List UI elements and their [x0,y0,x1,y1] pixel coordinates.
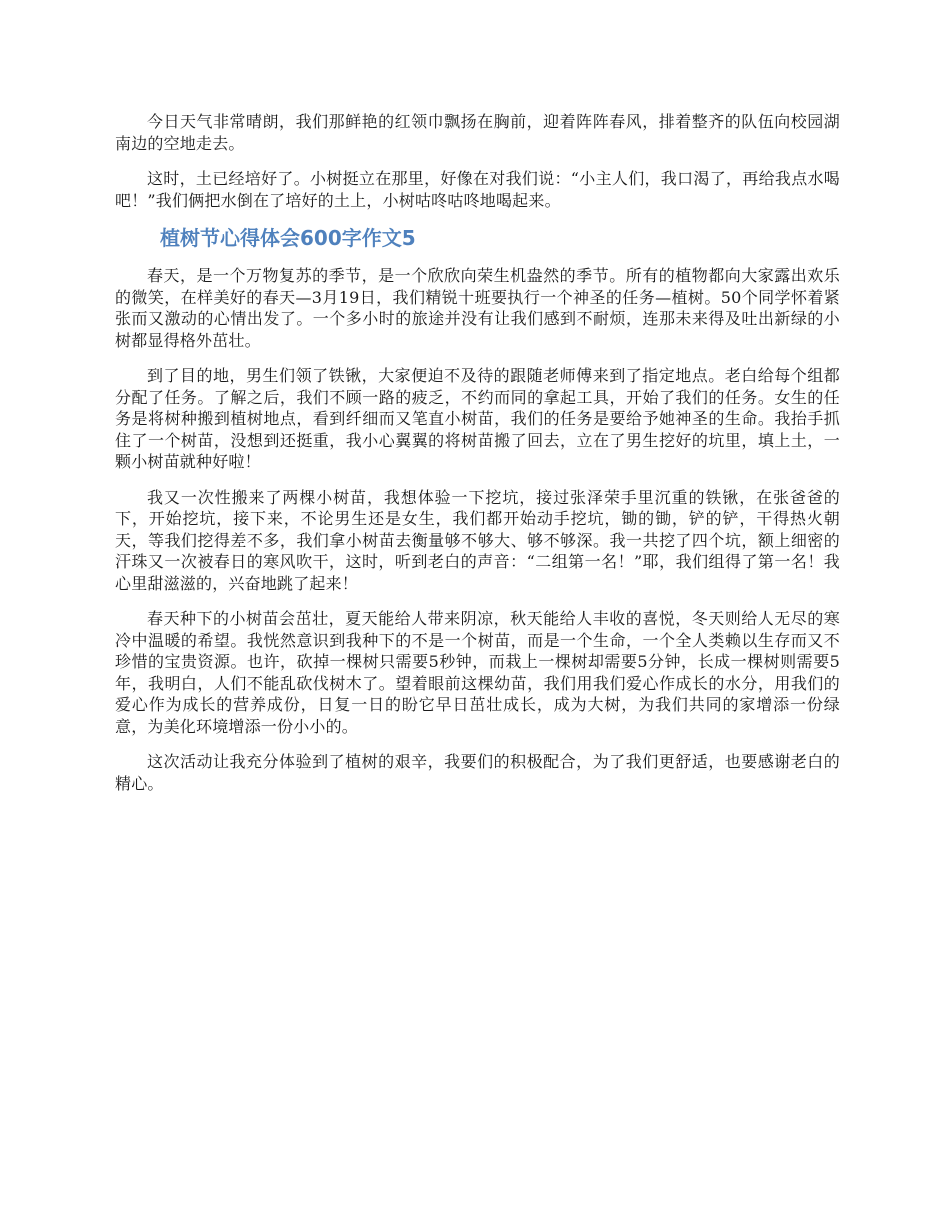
section-paragraph-1: 春天，是一个万物复苏的季节，是一个欣欣向荣生机盎然的季节。所有的植物都向大家露出欢乐的微笑，在样美好的春天—3月19日，我们精锐十班要执行一个神圣的任务—植树。50个同学怀着紧张而又激动的心情出发了。一个多小时的旅途并没有让我们感到不耐烦，连那未来得及吐出新绿的小树都显得格外茁壮。 [115,266,840,350]
section-paragraph-4: 春天种下的小树苗会茁壮，夏天能给人带来阴凉，秋天能给人丰收的喜悦，冬天则给人无尽的寒冷中温暖的希望。我恍然意识到我种下的不是一个树苗，而是一个生命，一个全人类赖以生存而又不珍惜的宝贵资源。也许，砍掉一棵树只需要5秒钟，而栽上一棵树却需要5分钟，长成一棵树则需要5年，我明白，人们不能乱砍伐树木了。望着眼前这棵幼苗，我们用我们爱心作成长的水分，用我们的爱心作为成长的营养成份，日复一日的盼它早日茁壮成长，成为大树，为我们共同的家增添一份绿意，为美化环境增添一份小小的。 [115,609,840,736]
intro-paragraph-1: 今日天气非常晴朗，我们那鲜艳的红领巾飘扬在胸前，迎着阵阵春风，排着整齐的队伍向校园湖南边的空地走去。 [115,112,840,153]
document-body [115,111,840,808]
section-paragraph-2: 到了目的地，男生们领了铁锹，大家便迫不及待的跟随老师傅来到了指定地点。老白给每个组都分配了任务。了解之后，我们不顾一路的疲乏，不约而同的拿起工具，开始了我们的任务。女生的任务是将树种搬到植树地点，看到纤细而又笔直小树苗，我们的任务是要给予她神圣的生命。我抬手抓住了一个树苗，没想到还挺重，我小心翼翼的将树苗搬了回去，立在了男生挖好的坑里，填上土，一颗小树苗就种好啦！ [115,366,840,471]
intro-paragraph-2: 这时，土已经培好了。小树挺立在那里，好像在对我们说：“小主人们，我口渴了，再给我点水喝吧！”我们俩把水倒在了培好的土上，小树咕咚咕咚地喝起来。 [115,169,840,210]
section-title: 植树节心得体会600字作文5 [160,226,416,250]
section-paragraph-3: 我又一次性搬来了两棵小树苗，我想体验一下挖坑，接过张泽荣手里沉重的铁锹，在张爸爸的下，开始挖坑，接下来，不论男生还是女生，我们都开始动手挖坑，锄的锄，铲的铲，干得热火朝天，等我们挖得差不多，我们拿小树苗去衡量够不够大、够不够深。我一共挖了四个坑，额上细密的汗珠又一次被春日的寒风吹干，这时，听到老白的声音：“二组第一名！”耶，我们组得了第一名！我心里甜滋滋的，兴奋地跳了起来！ [115,487,840,593]
section-paragraph-5: 这次活动让我充分体验到了植树的艰辛，我要们的积极配合，为了我们更舒适，也要感谢老白的精心。 [115,752,840,793]
